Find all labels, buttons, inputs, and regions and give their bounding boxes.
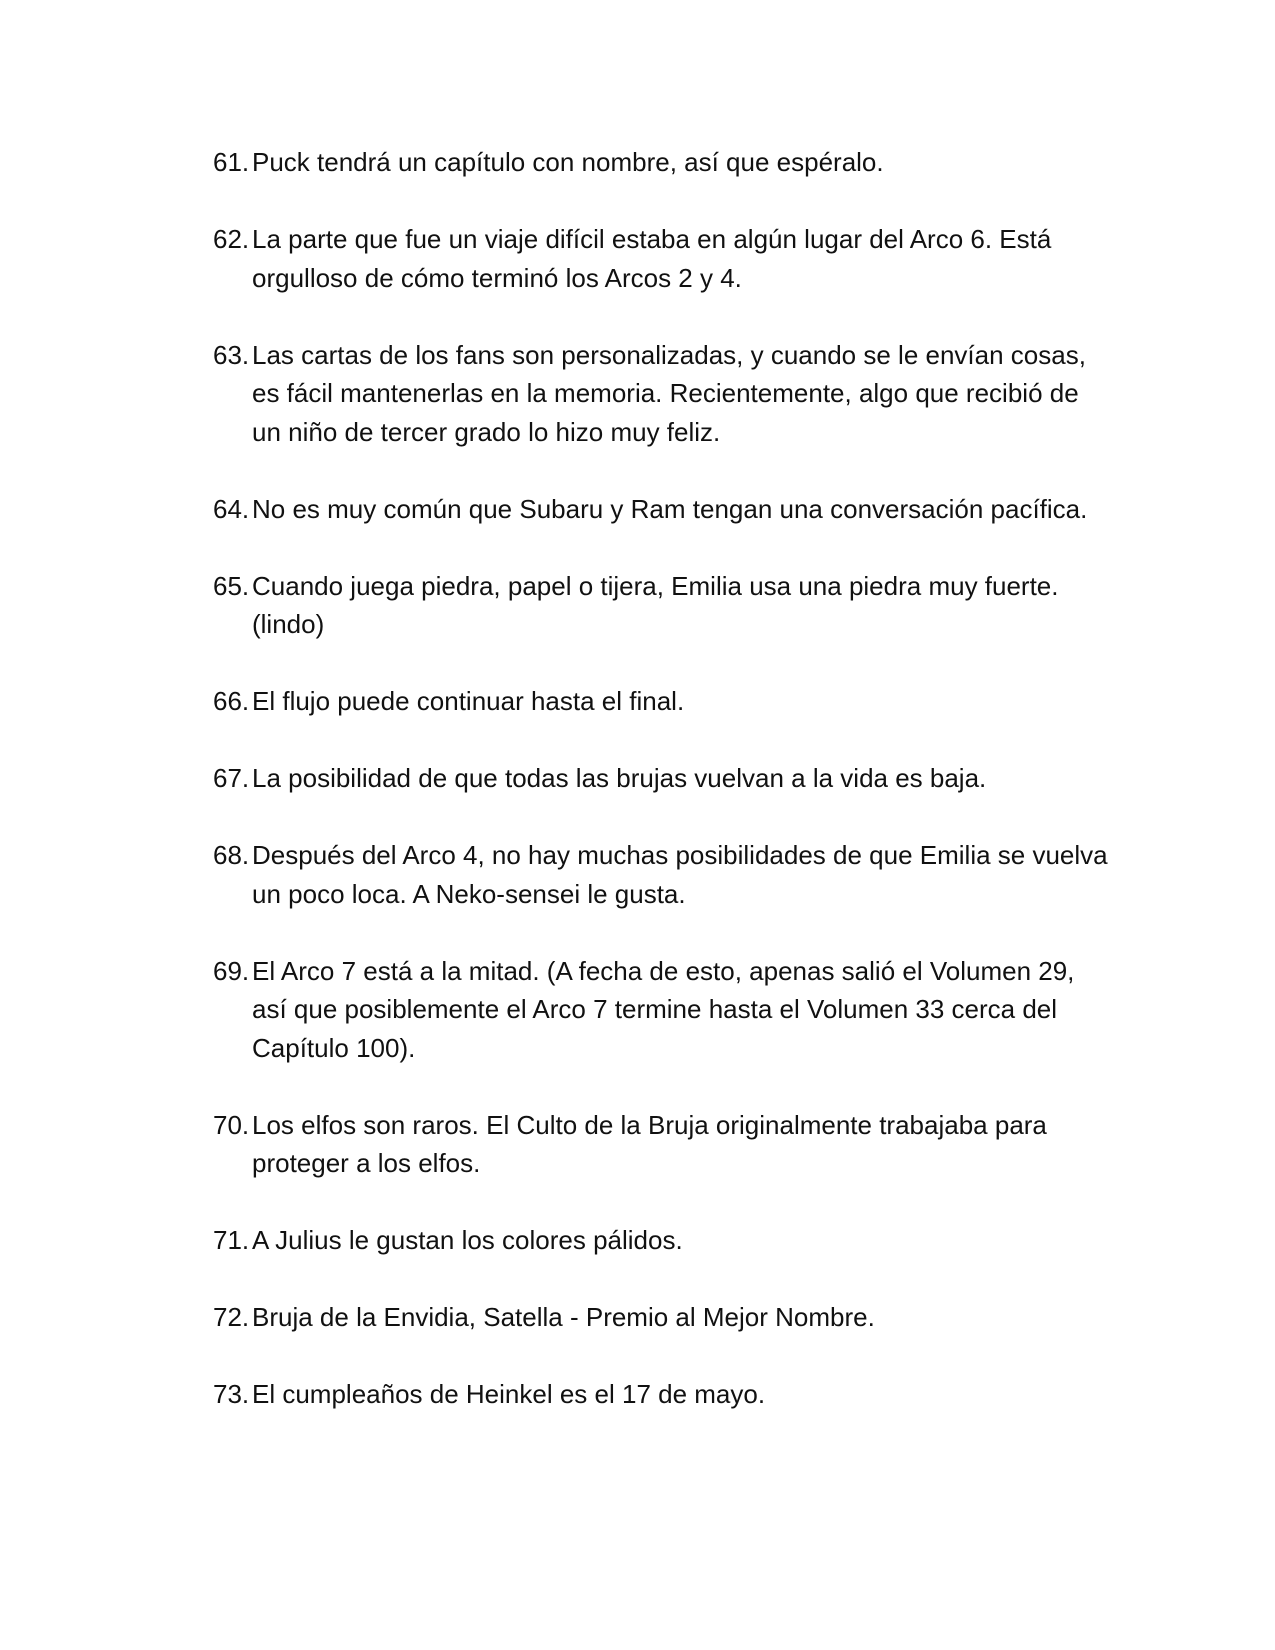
trivia-list [213, 143, 1113, 1452]
item-text: Bruja de la Envidia, Satella - Premio al Mejor Nombre. [252, 1302, 875, 1332]
item-number: 70. [213, 1109, 250, 1140]
list-item [213, 1375, 1113, 1414]
list-item [213, 1221, 1113, 1260]
item-text: El cumpleaños de Heinkel es el 17 de mayo. [252, 1379, 766, 1409]
list-item [213, 1106, 1113, 1183]
item-number: 68. [213, 840, 250, 870]
item-text: Cuando juega piedra, papel o tijera, Emilia usa una piedra muy fuerte. (lindo) [252, 570, 1059, 639]
item-text: Los elfos son raros. El Culto de la Bruja originalmente trabajaba para proteger a los elfos. [252, 1109, 1047, 1178]
item-text: Las cartas de los fans son personalizadas, y cuando se le envían cosas, es fácil mantenerlas en la memoria. Recientemente, algo que recibió de un niño de tercer grado lo hizo muy feliz. [252, 339, 1086, 447]
item-text: A Julius le gustan los colores pálidos. [252, 1225, 683, 1255]
list-item [213, 836, 1113, 913]
item-text: Después del Arco 4, no hay muchas posibilidades de que Emilia se vuelva un poco loca. A Neko-sensei le gusta. [252, 840, 1108, 909]
item-number: 71. [213, 1225, 250, 1255]
item-text: No es muy común que Subaru y Ram tengan una conversación pacífica. [252, 493, 1088, 524]
item-number: 62. [213, 224, 250, 254]
item-number: 64. [213, 493, 250, 524]
list-item [213, 490, 1113, 529]
list-item [213, 1298, 1113, 1337]
item-number: 72. [213, 1302, 250, 1332]
item-number: 73. [213, 1379, 250, 1409]
item-text: Puck tendrá un capítulo con nombre, así que espéralo. [252, 147, 884, 177]
item-number: 66. [213, 686, 250, 716]
item-text: La posibilidad de que todas las brujas vuelvan a la vida es baja. [252, 763, 987, 793]
item-number: 65. [213, 570, 250, 601]
list-item [213, 143, 1113, 182]
list-item [213, 952, 1113, 1068]
list-item [213, 220, 1113, 297]
item-number: 63. [213, 339, 250, 370]
item-text: El Arco 7 está a la mitad. (A fecha de esto, apenas salió el Volumen 29, así que posiblemente el Arco 7 termine hasta el Volumen 33 cerca del Capítulo 100). [252, 955, 1075, 1063]
list-item [213, 759, 1113, 798]
list-item [213, 567, 1113, 644]
item-text: La parte que fue un viaje difícil estaba en algún lugar del Arco 6. Está orgulloso de cómo terminó los Arcos 2 y 4. [252, 224, 1052, 293]
list-item [213, 682, 1113, 721]
item-text: El flujo puede continuar hasta el final. [252, 686, 685, 716]
item-number: 61. [213, 147, 250, 177]
item-number: 69. [213, 955, 250, 986]
item-number: 67. [213, 763, 250, 793]
list-item [213, 336, 1113, 452]
